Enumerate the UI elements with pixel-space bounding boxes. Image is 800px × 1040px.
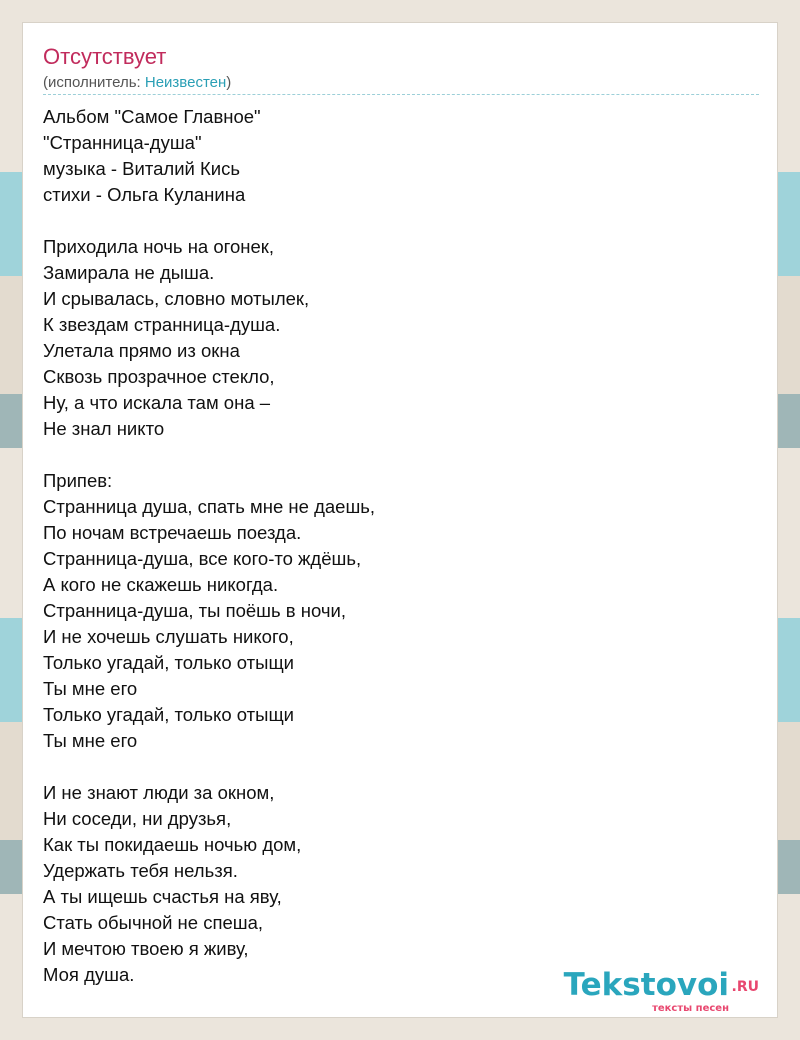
dashed-divider: [43, 94, 759, 95]
lyrics-line: И мечтою твоею я живу,: [43, 938, 249, 959]
lyrics-line: И срывалась, словно мотылек,: [43, 288, 310, 309]
lyrics-line: Странница душа, спать мне не даешь,: [43, 496, 376, 517]
lyrics-line: Моя душа.: [43, 964, 135, 985]
lyrics-line: Странница-душа, ты поёшь в ночи,: [43, 600, 346, 621]
lyrics-line: Ты мне его: [43, 730, 138, 751]
lyrics-card: [22, 22, 778, 1018]
lyrics-line: Странница-душа, все кого-то ждёшь,: [43, 548, 362, 569]
lyrics-line: Ты мне его: [43, 678, 138, 699]
lyrics-line: стихи - Ольга Куланина: [43, 184, 246, 205]
lyrics-line: А ты ищешь счастья на яву,: [43, 886, 282, 907]
lyrics-line: Приходила ночь на огонек,: [43, 236, 275, 257]
lyrics-line: Стать обычной не спеша,: [43, 912, 264, 933]
logo-wordmark: Tekstovoi: [563, 967, 729, 1003]
lyrics-line: Удержать тебя нельзя.: [43, 860, 238, 881]
lyrics-line: музыка - Виталий Кись: [43, 158, 241, 179]
logo-domain: .RU: [731, 979, 759, 995]
site-logo[interactable]: [564, 967, 769, 1015]
lyrics-line: Только угадай, только отыщи: [43, 652, 294, 673]
lyrics-line: [43, 754, 759, 780]
lyrics-line: Не знал никто: [43, 418, 165, 439]
lyrics-line: [43, 442, 759, 468]
artist-link[interactable]: Неизвестен: [144, 74, 227, 91]
lyrics-line: По ночам встречаешь поезда.: [43, 522, 302, 543]
lyrics-line: Припев:: [43, 470, 113, 491]
artist-line: [43, 74, 231, 92]
lyrics-line: "Странница-душа": [43, 132, 202, 153]
lyrics-line: И не знают люди за окном,: [43, 782, 275, 803]
lyrics-line: Ни соседи, ни друзья,: [43, 808, 232, 829]
lyrics-line: К звездам странница-душа.: [43, 314, 281, 335]
lyrics-line: Альбом "Самое Главное": [43, 106, 261, 127]
lyrics-line: Улетала прямо из окна: [43, 340, 240, 361]
lyrics-line: Как ты покидаешь ночью дом,: [43, 834, 302, 855]
lyrics-line: И не хочешь слушать никого,: [43, 626, 294, 647]
artist-suffix: ): [226, 74, 232, 91]
lyrics-line: Сквозь прозрачное стекло,: [43, 366, 275, 387]
lyrics-line: А кого не скажешь никогда.: [43, 574, 279, 595]
lyrics-line: Замирала не дыша.: [43, 262, 215, 283]
lyrics-text: [43, 104, 759, 988]
logo-tagline: тексты песен: [652, 1003, 729, 1014]
lyrics-line: [43, 208, 759, 234]
artist-prefix: (исполнитель:: [43, 74, 145, 91]
lyrics-line: Ну, а что искала там она –: [43, 392, 271, 413]
song-title: Отсутствует: [43, 44, 167, 69]
lyrics-line: Только угадай, только отыщи: [43, 704, 294, 725]
